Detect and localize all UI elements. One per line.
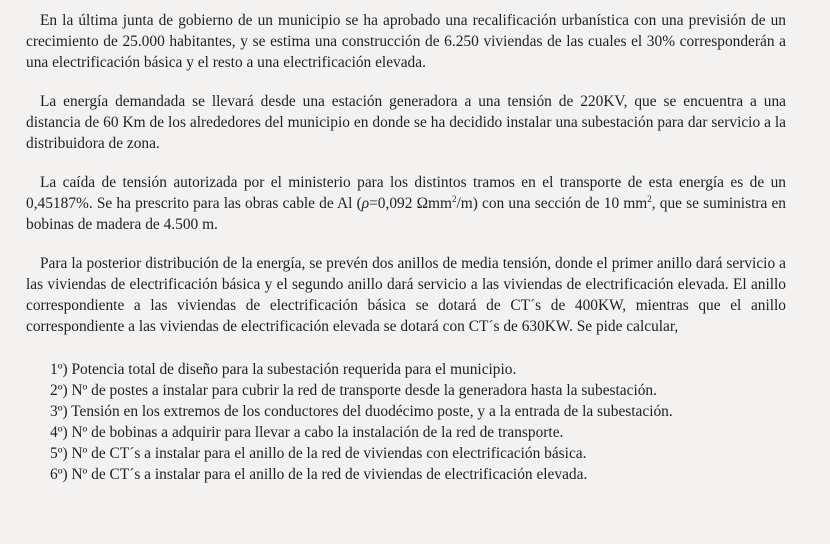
question-item: 2º) Nº de postes a instalar para cubrir la red de transporte desde la generadora hasta la subestación. bbox=[50, 382, 657, 399]
rho-symbol: ρ bbox=[361, 195, 370, 212]
superscript-2-a: 2 bbox=[451, 194, 457, 204]
paragraph-energy-source: La energía demandada se llevará desde una estación generadora a una tensión de 220KV, que se encuentra a una distancia de 60 Km de los alrededores del municipio en donde se ha decidido instalar una subestación para dar servicio a la distribuidora de zona. bbox=[26, 93, 786, 152]
voltage-drop-text-c: /m) con una sección de 10 mm bbox=[456, 195, 648, 212]
paragraph-voltage-drop bbox=[26, 172, 786, 235]
voltage-drop-text-b: =0,092 Ωmm bbox=[369, 195, 452, 212]
question-item: 5º) Nº de CT´s a instalar para el anillo de la red de viviendas con electrificación básica. bbox=[50, 445, 587, 462]
questions-list bbox=[26, 359, 786, 485]
paragraph-intro: En la última junta de gobierno de un municipio se ha aprobado una recalificación urbanística con una previsión de un crecimiento de 25.000 habitantes, y se estima una construcción de 6.250 viviendas de las cuales el 30% corresponderán a una electrificación básica y el resto a una electrificación elevada. bbox=[26, 12, 786, 71]
question-item: 3º) Tensión en los extremos de los conductores del duodécimo poste, y a la entrada de la subestación. bbox=[50, 403, 673, 420]
question-item: 4º) Nº de bobinas a adquirir para llevar a cabo la instalación de la red de transporte. bbox=[50, 424, 564, 441]
question-item: 6º) Nº de CT´s a instalar para el anillo de la red de viviendas de electrificación elevada. bbox=[50, 466, 588, 483]
voltage-drop-text-d: , que se suministra en bobinas de madera de 4.500 m. bbox=[26, 195, 786, 233]
voltage-drop-text-a: La caída de tensión autorizada por el ministerio para los distintos tramos en el transporte de esta energía es de un 0,45187%. Se ha prescrito para las obras cable de Al ( bbox=[26, 174, 786, 212]
paragraph-distribution: Para la posterior distribución de la energía, se prevén dos anillos de media tensión, donde el primer anillo dará servicio a las viviendas de electrificación básica y el segundo anillo dará servicio a las viviendas de electrificación elevada. El anillo correspondiente a las viviendas de electrificación básica se dotará de CT´s de 400KW, mientras que el anillo correspondiente a las viviendas de electrificación elevada se dotará con CT´s de 630KW. Se pide calcular, bbox=[26, 255, 786, 335]
superscript-2-b: 2 bbox=[647, 194, 652, 204]
question-item: 1º) Potencia total de diseño para la subestación requerida para el municipio. bbox=[50, 361, 517, 378]
